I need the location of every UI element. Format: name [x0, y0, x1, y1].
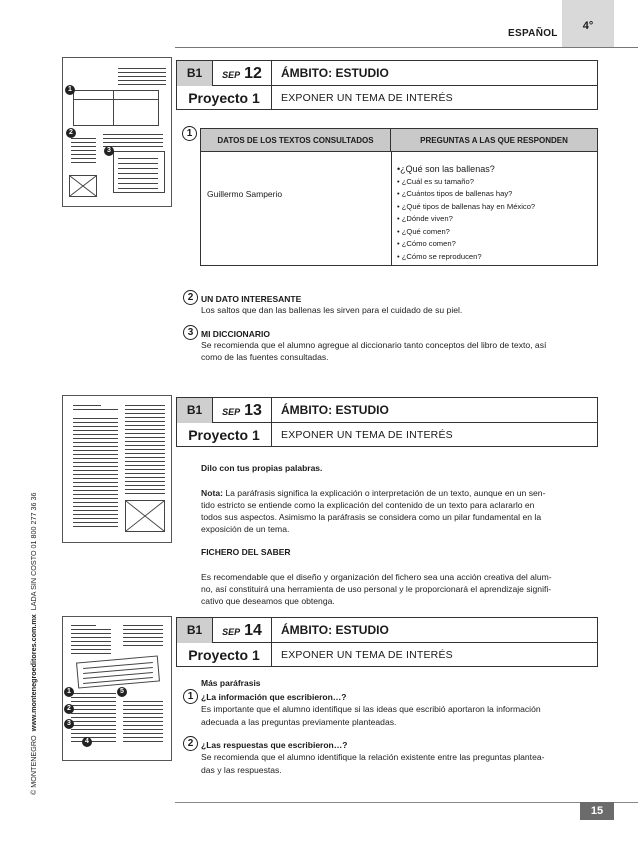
- credit-phone: LADA SIN COSTO 01 800 277 36 36: [29, 492, 38, 611]
- topic-label: EXPONER UN TEMA DE INTERÉS: [281, 92, 453, 104]
- sep-number: SEP 12: [212, 61, 272, 86]
- list-item: • ¿Cómo comen?: [397, 239, 456, 248]
- proyecto-label: Proyecto 1: [177, 643, 272, 667]
- thumb-number-5: 5: [117, 687, 127, 697]
- page-thumbnail-sep13: [62, 395, 172, 543]
- block-label: B1: [177, 398, 212, 423]
- table-header: DATOS DE LOS TEXTOS CONSULTADOS: [201, 129, 391, 152]
- grade-badge: 4°: [562, 0, 614, 47]
- step-number-2: 2: [183, 736, 198, 751]
- mas-parafrasis-title: Más paráfrasis: [201, 678, 261, 688]
- sep14-header: [176, 617, 598, 667]
- question-2-text-1: Se recomienda que el alumno identifique la relación existente entre las preguntas plantea-: [201, 752, 545, 762]
- sep-number: SEP 13: [212, 398, 272, 423]
- credit-url: www.montenegroeditores.com.mx: [29, 614, 38, 732]
- list-item: •¿Qué son las ballenas?: [397, 164, 495, 174]
- dilo-title: Dilo con tus propias palabras.: [201, 463, 323, 473]
- list-item: • ¿Qué comen?: [397, 226, 450, 236]
- block-label: B1: [177, 61, 212, 86]
- question-1-text-1: Es importante que el alumno identifique si las ideas que escribió aportaron la información: [201, 704, 541, 714]
- fichero-title: FICHERO DEL SABER: [201, 547, 291, 557]
- fichero-text-1: Es recomendable que el diseño y organización del fichero sea una acción creativa del alum-: [201, 572, 552, 582]
- block-label: B1: [177, 618, 212, 643]
- question-1-text-2: adecuada a las preguntas previamente planteadas.: [201, 717, 397, 727]
- nota-text-3: todos sus aspectos. Asimismo la paráfrasis se considera como un pilar fundamental en la: [201, 512, 542, 522]
- thumb-number-2: 2: [64, 704, 74, 714]
- step-number-1: 1: [182, 126, 197, 141]
- step-number-3: 3: [183, 325, 198, 340]
- step-number-2: 2: [183, 290, 198, 305]
- sep12-header: [176, 60, 598, 110]
- page-number: 15: [580, 802, 614, 820]
- thumb-number-2: 2: [66, 128, 76, 138]
- list-item: • ¿Cuál es su tamaño?: [397, 176, 474, 186]
- fichero-text-2: no, así constituirá una herramienta de uso personal y le proporcionará el aprendizaje signifi-: [201, 584, 552, 594]
- nota-text-4: exposición de un tema.: [201, 524, 290, 534]
- list-item: • ¿Cómo se reproducen?: [397, 251, 482, 261]
- diccionario-text-2: como de las fuentes consultadas.: [201, 352, 329, 362]
- table-header: PREGUNTAS A LAS QUE RESPONDEN: [391, 129, 597, 152]
- nota-text-2: tido estricto se entiende como la explicación del contenido de un texto para aclararlo en: [201, 500, 535, 510]
- question-2-title: ¿Las respuestas que escribieron…?: [201, 740, 348, 750]
- page-thumbnail-sep12: [62, 57, 172, 207]
- sources-table: [200, 128, 598, 266]
- fichero-text-3: cativo que deseamos que obtenga.: [201, 596, 335, 606]
- sep13-header: [176, 397, 598, 447]
- question-2-text-2: das y las respuestas.: [201, 765, 282, 775]
- list-item: • ¿Dónde viven?: [397, 214, 453, 223]
- diccionario-text-1: Se recomienda que el alumno agregue al diccionario tanto conceptos del libro de texto, así: [201, 340, 547, 350]
- publisher-credit: [29, 475, 38, 795]
- dato-text: Los saltos que dan las ballenas les sirven para el cuidado de su piel.: [201, 305, 463, 315]
- questions-list: [397, 163, 535, 263]
- sep-number: SEP 14: [212, 618, 272, 643]
- thumb-number-3: 3: [64, 719, 74, 729]
- topic-label: EXPONER UN TEMA DE INTERÉS: [281, 429, 453, 441]
- dato-title: UN DATO INTERESANTE: [201, 294, 302, 304]
- page-thumbnail-sep14: [62, 616, 172, 761]
- list-item: • ¿Cuántos tipos de ballenas hay?: [397, 189, 513, 198]
- topic-label: EXPONER UN TEMA DE INTERÉS: [281, 649, 453, 661]
- subject-label: ESPAÑOL: [508, 28, 558, 39]
- thumb-number-1: 1: [65, 85, 75, 95]
- ambito-label: ÁMBITO: ESTUDIO: [281, 403, 389, 417]
- proyecto-label: Proyecto 1: [177, 423, 272, 447]
- credit-brand: © MONTENEGRO: [29, 735, 38, 795]
- nota-text-1: Nota: La paráfrasis significa la explicación o interpretación de un texto, aunque en un sen-: [201, 488, 546, 498]
- ambito-label: ÁMBITO: ESTUDIO: [281, 623, 389, 637]
- thumb-number-4: 4: [82, 737, 92, 747]
- proyecto-label: Proyecto 1: [177, 86, 272, 110]
- thumb-number-1: 1: [64, 687, 74, 697]
- question-1-title: ¿La información que escribieron…?: [201, 692, 347, 702]
- table-cell-author: Guillermo Samperio: [207, 189, 283, 199]
- diccionario-title: MI DICCIONARIO: [201, 329, 270, 339]
- ambito-label: ÁMBITO: ESTUDIO: [281, 66, 389, 80]
- step-number-1: 1: [183, 689, 198, 704]
- header-rule: [175, 47, 638, 48]
- footer-rule: [175, 802, 638, 803]
- thumb-number-3: 3: [104, 146, 114, 156]
- list-item: • ¿Qué tipos de ballenas hay en México?: [397, 201, 536, 211]
